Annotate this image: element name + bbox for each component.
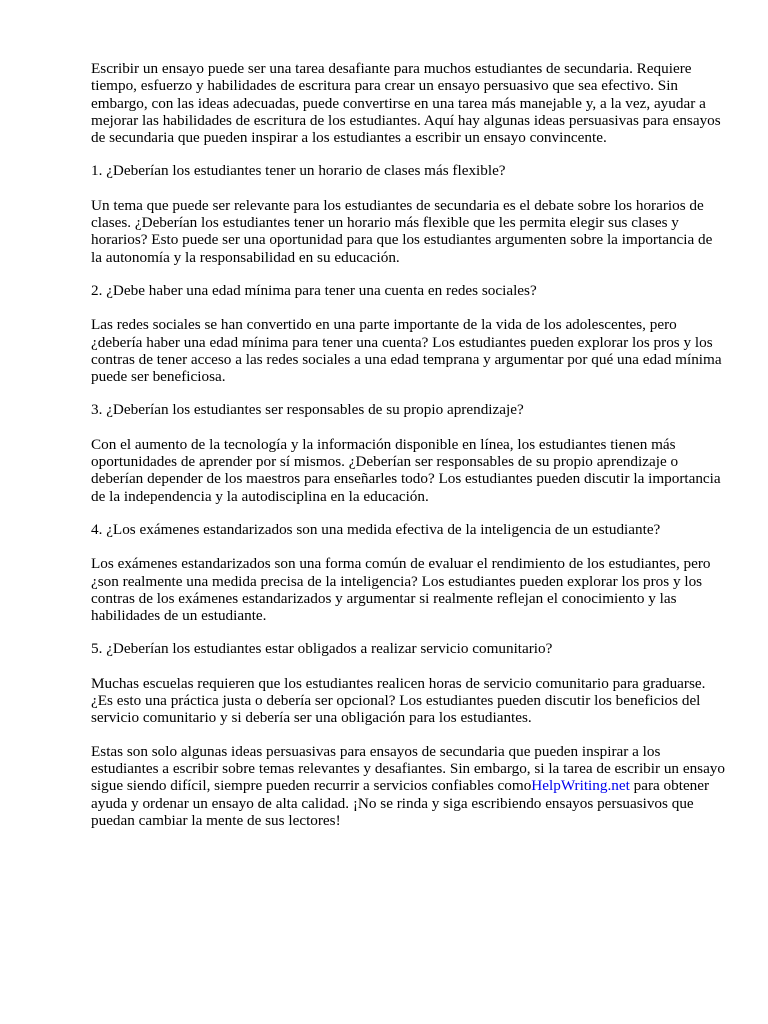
helpwriting-link[interactable]: HelpWriting.net	[531, 777, 630, 795]
section-body-4: Los exámenes estandarizados son una forma común de evaluar el rendimiento de los estudiantes, pero ¿son realmente una medida precisa de la inteligencia? Los estudiantes pueden explorar los pros y los contras de los exámenes estandarizados y argumentar si realmente reflejan el conocimiento y las habilidades de un estudiante.	[91, 555, 711, 625]
section-body-3: Con el aumento de la tecnología y la información disponible en línea, los estudiantes tienen más oportunidades de aprender por sí mismos. ¿Deberían ser responsables de su propio aprendizaje o deberían depender de los maestros para enseñarles todo? Los estudiantes pueden discutir la importancia de la independencia y la autodisciplina en la educación.	[91, 435, 721, 505]
closing-text-after-link: para obtener ayuda y ordenar un ensayo de alta calidad. ¡No se rinda y siga escribiendo ensayos persuasivos que puedan cambiar la mente de sus lectores!	[91, 777, 710, 829]
section-body-1: Un tema que puede ser relevante para los estudiantes de secundaria es el debate sobre los horarios de clases. ¿Deberían los estudiantes tener un horario más flexible que les permita elegir sus clases y horarios? Esto puede ser una oportunidad para que los estudiantes argumenten sobre la importancia de la autonomía y la responsabilidad en su educación.	[91, 196, 713, 266]
closing-text-before-link: Estas son solo algunas ideas persuasivas para ensayos de secundaria que pueden inspirar a los estudiantes a escribir sobre temas relevantes y desafiantes. Sin embargo, si la tarea de escribir un ensayo sigue siendo difícil, siempre pueden recurrir a servicios confiables como	[91, 742, 725, 795]
section-heading-3: 3. ¿Deberían los estudiantes ser responsables de su propio aprendizaje?	[91, 401, 524, 419]
section-heading-4: 4. ¿Los exámenes estandarizados son una medida efectiva de la inteligencia de un estudiante?	[91, 520, 661, 538]
document-page	[91, 60, 727, 845]
intro-paragraph: Escribir un ensayo puede ser una tarea desafiante para muchos estudiantes de secundaria. Requiere tiempo, esfuerzo y habilidades de escritura para crear un ensayo persuasivo que sea efectivo. Sin embargo, con las ideas adecuadas, puede convertirse en una tarea más manejable y, a la vez, ayudar a mejorar las habilidades de escritura de los estudiantes. Aquí hay algunas ideas persuasivas para ensayos de secundaria que pueden inspirar a los estudiantes a escribir un ensayo convincente.	[91, 60, 721, 147]
section-body-5: Muchas escuelas requieren que los estudiantes realicen horas de servicio comunitario para graduarse. ¿Es esto una práctica justa o debería ser opcional? Los estudiantes pueden discutir los beneficios del servicio comunitario y si debería ser una obligación para los estudiantes.	[91, 674, 706, 727]
section-heading-5: 5. ¿Deberían los estudiantes estar obligados a realizar servicio comunitario?	[91, 640, 553, 658]
section-heading-1: 1. ¿Deberían los estudiantes tener un horario de clases más flexible?	[91, 162, 506, 180]
closing-paragraph	[91, 743, 727, 829]
section-body-2: Las redes sociales se han convertido en una parte importante de la vida de los adolescentes, pero ¿debería haber una edad mínima para tener una cuenta? Los estudiantes pueden explorar los pros y los contras de tener acceso a las redes sociales a una edad temprana y argumentar por qué una edad mínima puede ser beneficiosa.	[91, 316, 722, 386]
section-heading-2: 2. ¿Debe haber una edad mínima para tener una cuenta en redes sociales?	[91, 281, 537, 299]
